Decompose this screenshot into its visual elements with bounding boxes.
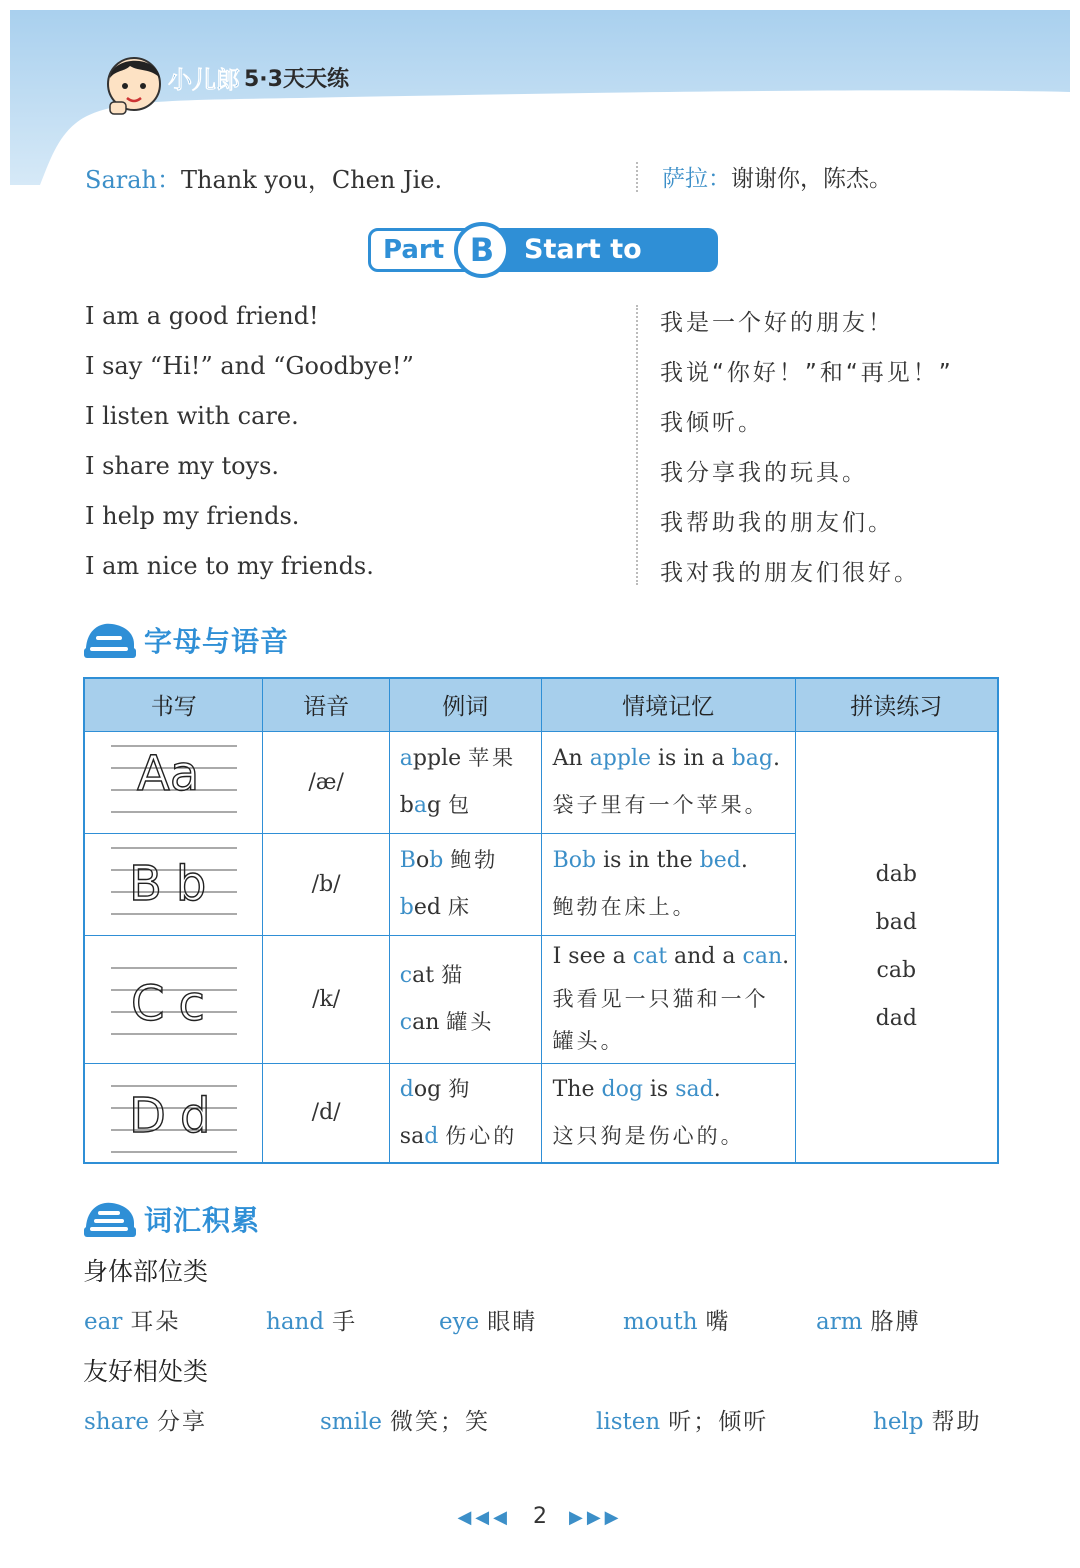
writing-cell — [84, 935, 263, 1063]
reading-en-line: I share my toys. — [85, 452, 280, 480]
example-word: dog 狗 — [399, 1076, 473, 1102]
table-header: 例词 — [389, 678, 541, 731]
part-b-title: Start to read — [478, 228, 718, 272]
example-cell — [389, 935, 541, 1063]
phonics-table — [83, 677, 999, 1164]
memory-translation: 罐头。 — [552, 1029, 625, 1053]
brand-logo: 小儿郎 — [168, 66, 240, 94]
ipa-cell: /b/ — [263, 833, 389, 935]
handwriting-lines — [85, 1064, 261, 1162]
right-arrows-icon: ▶▶▶ — [569, 1507, 623, 1528]
memory-cell — [541, 1063, 795, 1163]
memory-translation: 我看见一只猫和一个 — [552, 987, 769, 1011]
reading-cn-line: 我分享我的玩具。 — [660, 460, 868, 486]
memory-translation: 袋子里有一个苹果。 — [552, 793, 769, 817]
reading-en-line: I am a good friend! — [85, 302, 319, 330]
memory-translation: 这只狗是伤心的。 — [552, 1123, 745, 1148]
memory-sentence: Bob is in the bed. — [552, 848, 748, 873]
handwriting-lines — [85, 834, 261, 934]
example-word: apple 苹果 — [399, 746, 517, 771]
vocab-item: eye 眼睛 — [439, 1309, 538, 1335]
table-header: 语音 — [263, 678, 389, 731]
practice-word: cab — [876, 957, 917, 983]
vocab-item: listen 听；倾听 — [596, 1409, 769, 1435]
vocab-item: smile 微笑；笑 — [320, 1409, 490, 1435]
section-title: 字母与语音 — [144, 625, 290, 658]
dialogue-en-text: Thank you，Chen Jie. — [181, 166, 443, 194]
memory-cell — [541, 833, 795, 935]
table-header-row — [84, 678, 998, 731]
letter-glyph: Dd — [129, 1087, 225, 1144]
vocab-item: hand 手 — [266, 1309, 358, 1335]
part-b-letter: B — [454, 222, 510, 278]
reading-cn-line: 我对我的朋友们很好。 — [660, 560, 920, 586]
writing-cell — [84, 833, 263, 935]
brand — [168, 60, 349, 95]
example-word: cat 猫 — [399, 963, 466, 988]
vocab-item: share 分享 — [84, 1409, 207, 1435]
memory-cell — [541, 935, 795, 1063]
example-word: bag 包 — [399, 793, 473, 818]
table-header: 书写 — [84, 678, 263, 731]
dialogue-cn-text: 谢谢你，陈杰。 — [731, 166, 892, 192]
memory-translation: 鲍勃在床上。 — [552, 895, 697, 919]
speaker-cn: 萨拉： — [662, 166, 731, 192]
vocab-item: ear 耳朵 — [84, 1309, 181, 1335]
example-word: bed 床 — [399, 895, 472, 920]
practice-cell — [795, 731, 998, 1163]
memory-cell — [541, 731, 795, 833]
divider — [636, 162, 638, 192]
left-arrows-icon: ◀◀◀ — [457, 1507, 511, 1528]
example-word: sad 伤心的 — [399, 1123, 518, 1149]
vocab-item: arm 胳膊 — [816, 1309, 921, 1335]
brand-title: 5·3天天练 — [244, 67, 349, 92]
reading-cn-line: 我倾听。 — [660, 410, 764, 436]
mascot-icon — [100, 48, 168, 116]
vocab-item: mouth 嘴 — [623, 1309, 731, 1335]
speaker-en: Sarah： — [85, 166, 181, 194]
reading-en-line: I help my friends. — [85, 502, 300, 530]
reading-en-line: I listen with care. — [85, 402, 299, 430]
vocab-category: 友好相处类 — [83, 1357, 209, 1386]
practice-word: dab — [875, 861, 917, 887]
reading-en-line: I say “Hi!” and “Goodbye!” — [85, 352, 414, 380]
section-number-three-icon — [82, 1199, 138, 1239]
letter-glyph: Bb — [129, 856, 221, 912]
practice-word: dad — [875, 1005, 917, 1031]
reading-divider — [636, 305, 638, 585]
page-number: 2 — [533, 1504, 547, 1529]
writing-cell — [84, 731, 263, 833]
dialogue-en — [85, 160, 442, 195]
table-header: 情境记忆 — [541, 678, 795, 731]
example-word: can 罐头 — [399, 1010, 495, 1035]
section-title: 词汇积累 — [144, 1204, 261, 1237]
practice-word: bad — [875, 909, 917, 935]
memory-sentence: I see a cat and a can. — [552, 944, 790, 969]
ipa-cell: /k/ — [263, 935, 389, 1063]
example-cell — [389, 833, 541, 935]
letter-glyph: Aa — [137, 746, 200, 802]
example-cell — [389, 731, 541, 833]
ipa-cell: /d/ — [263, 1063, 389, 1163]
vocab-category: 身体部位类 — [83, 1257, 209, 1286]
reading-en-line: I am nice to my friends. — [85, 552, 374, 580]
example-cell — [389, 1063, 541, 1163]
handwriting-lines — [85, 936, 261, 1062]
reading-cn-line: 我说“你好！”和“再见！” — [660, 360, 954, 386]
reading-cn-line: 我是一个好的朋友！ — [660, 310, 894, 336]
part-b-banner — [368, 222, 718, 309]
ipa-cell: /æ/ — [263, 731, 389, 833]
vocab-item: help 帮助 — [873, 1409, 982, 1435]
section-header-vocab — [82, 1197, 260, 1241]
page-footer — [0, 1504, 1080, 1529]
section-header-letters — [82, 618, 289, 662]
writing-cell — [84, 1063, 263, 1163]
part-b-label: Part — [368, 228, 488, 272]
handwriting-lines — [85, 732, 261, 832]
example-word: Bob 鲍勃 — [399, 848, 499, 873]
dialogue-cn — [662, 160, 892, 193]
section-number-two-icon — [82, 620, 138, 660]
reading-cn-line: 我帮助我的朋友们。 — [660, 510, 894, 536]
memory-sentence: An apple is in a bag. — [552, 746, 780, 771]
table-row — [84, 731, 998, 833]
table-header: 拼读练习 — [795, 678, 998, 731]
memory-sentence: The dog is sad. — [552, 1076, 721, 1102]
letter-glyph: Cc — [131, 976, 219, 1032]
